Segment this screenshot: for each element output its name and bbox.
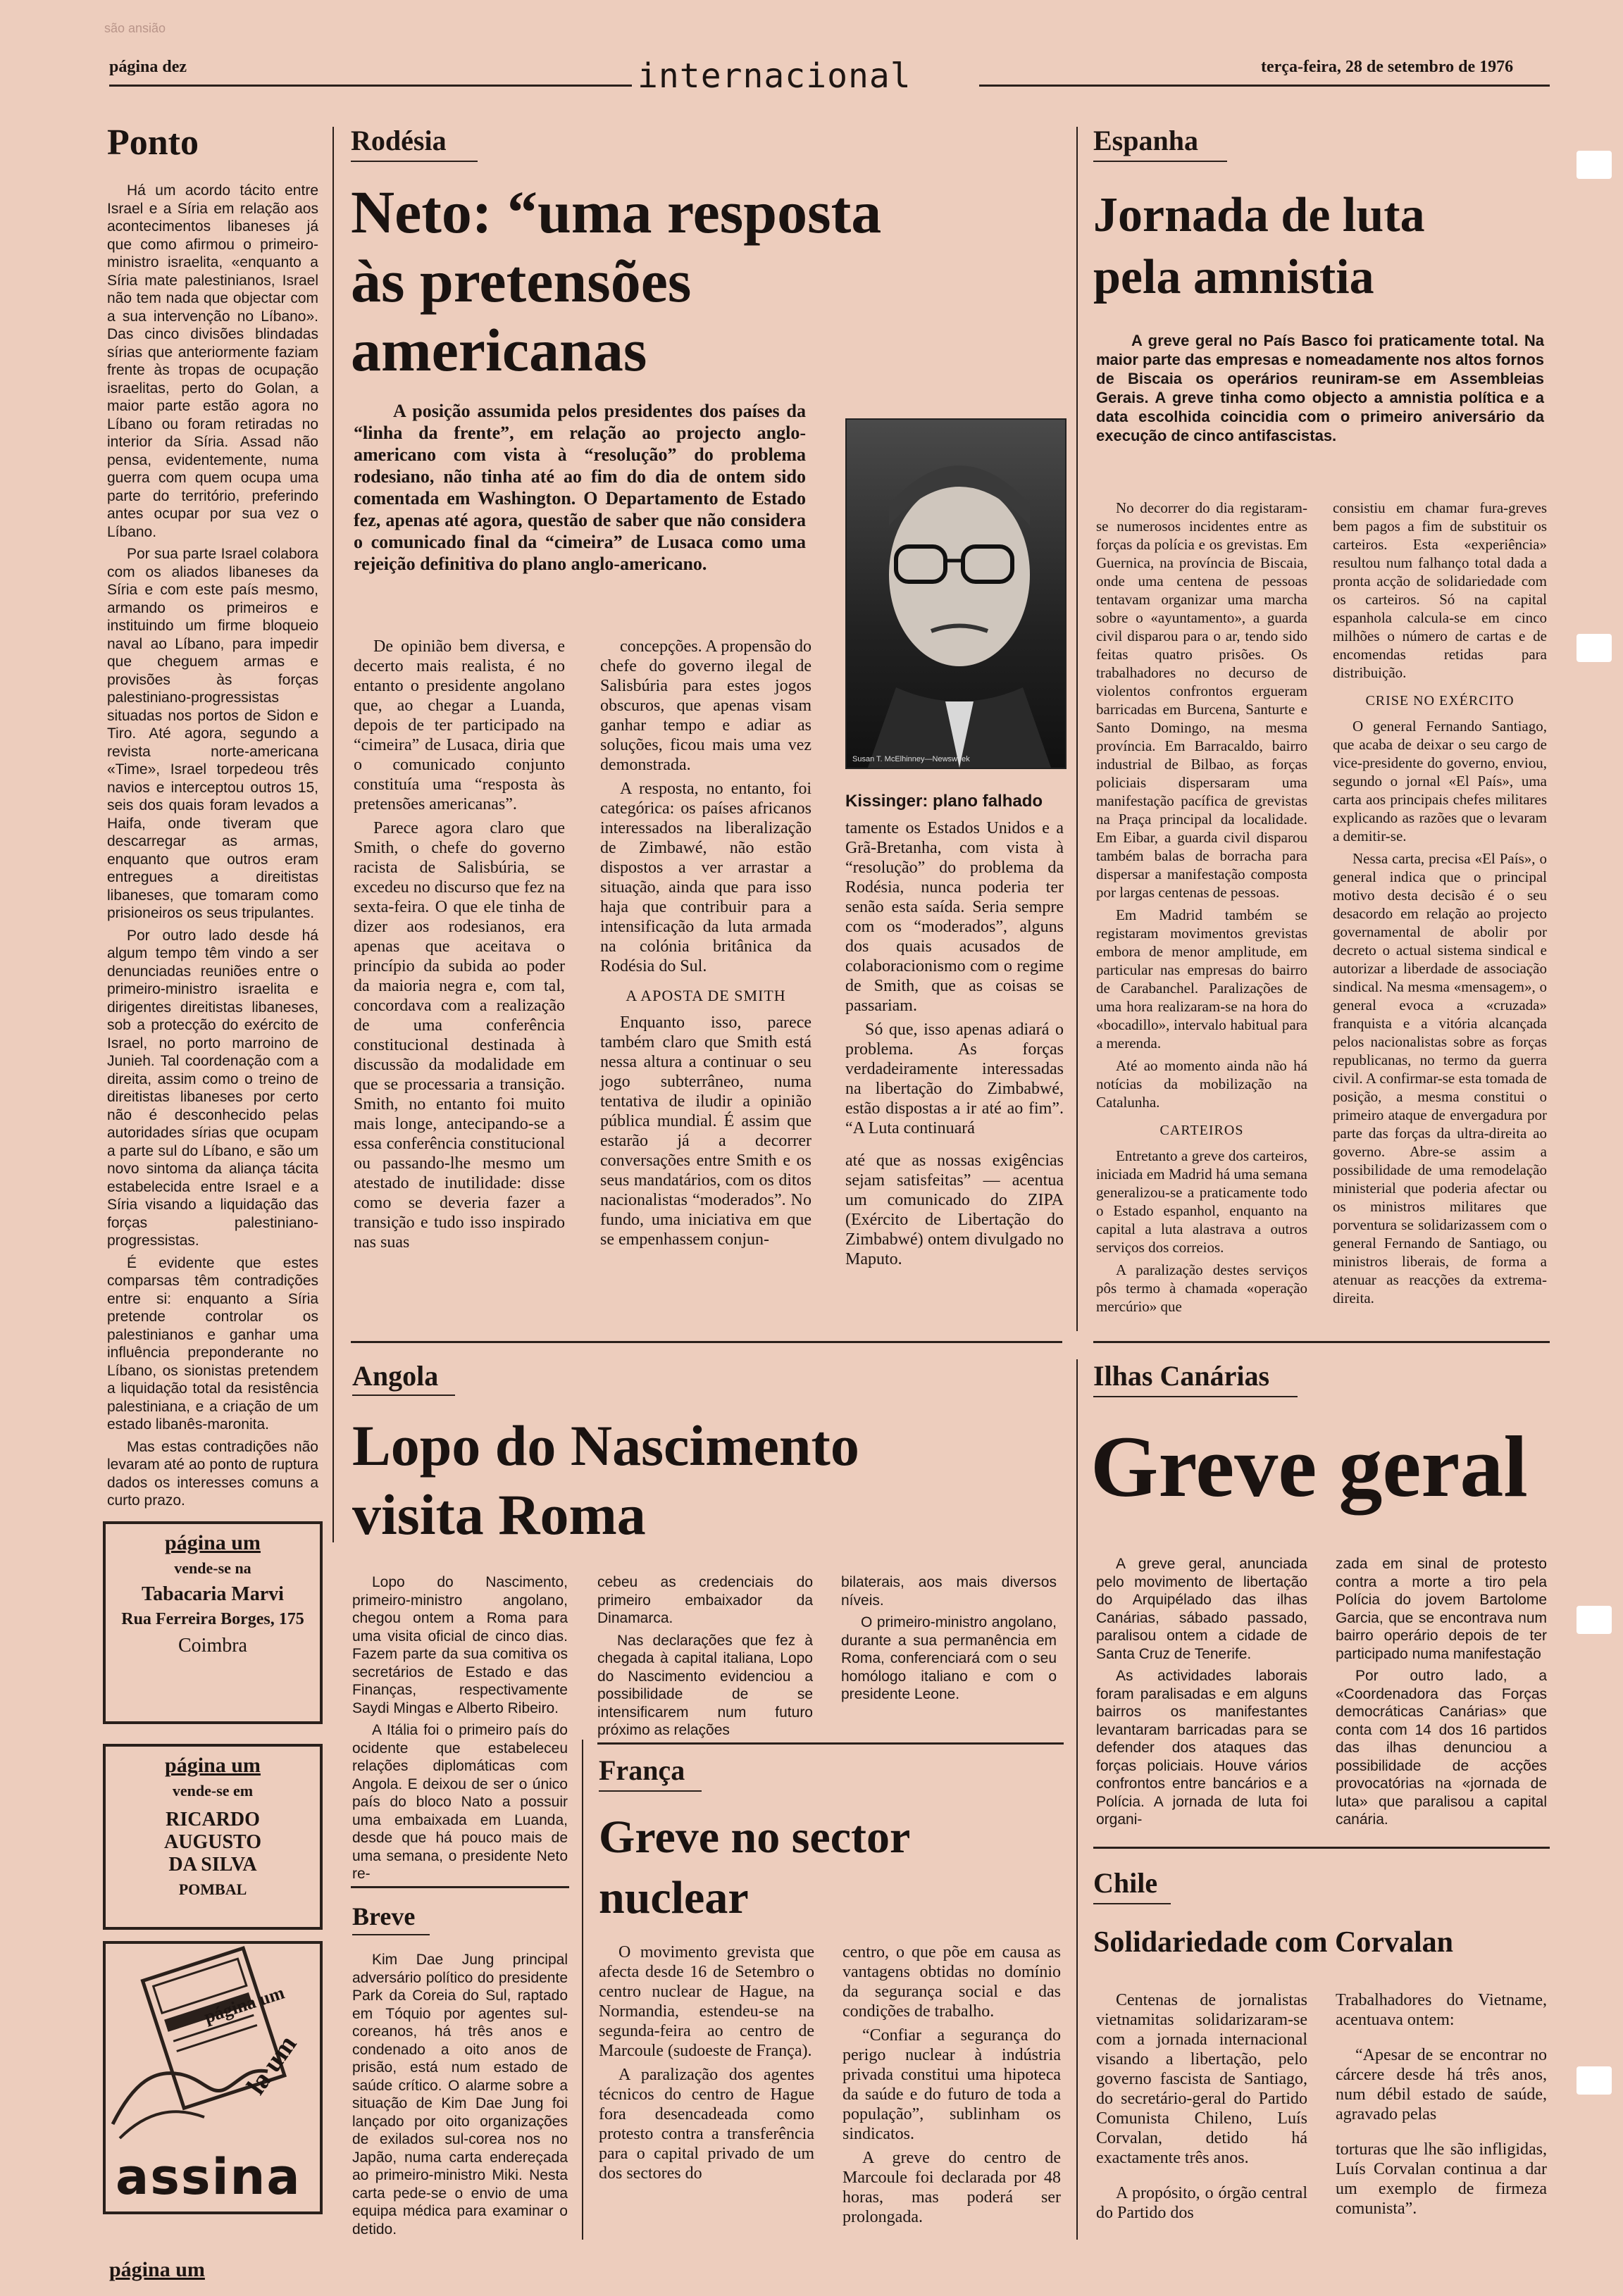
rodesia-headline-line: Neto: “uma resposta	[351, 178, 882, 246]
angola-paragraph: O primeiro-ministro angolano, durante a sua permanência em Roma, conferenciará com o seu homólogo italiano e com o presidente Leone.	[841, 1614, 1057, 1702]
rodesia-section-label: Rodésia	[351, 125, 447, 156]
chile-top-rule	[1093, 1847, 1550, 1849]
chile-paragraph: A propósito, o órgão central do Partido dos	[1096, 2184, 1307, 2222]
espanha-paragraph: A paralização destes serviços pôs termo à chamada «operação mercúrio» que	[1096, 1261, 1307, 1315]
chile-paragraph: “Apesar de se encontrar no cárcere desde há três anos, num débil estado de saúde, agravado pelas	[1336, 2046, 1547, 2123]
rodesia-paragraph: concepções. A propensão do chefe do governo ilegal de Salisbúria para estes jogos obscuros, que apenas visam ganhar tempo e adiar as soluções, ficou mais uma vez demonstrada.	[600, 637, 812, 774]
espanha-headline-line: Jornada de luta	[1093, 188, 1425, 242]
angola-paragraph: bilaterais, aos mais diversos níveis.	[841, 1574, 1057, 1609]
angola-section-label: Angola	[352, 1360, 439, 1392]
ad-line: Rua Ferreira Borges, 175	[121, 1610, 304, 1628]
franca-headline	[599, 1807, 910, 1928]
espanha-headline-line: pela amnistia	[1093, 250, 1374, 304]
rodesia-col-3	[845, 818, 1064, 1324]
canarias-paragraph: Por outro lado, a «Coordenadora das Forças democráticas Canárias» que conta com 14 dos 16 partidos das ilhas denunciou a possibilidade de acções provocatórias na «jornada de luta» que paralisou a capital canária.	[1336, 1668, 1547, 1828]
espanha-col-2	[1333, 499, 1547, 1324]
chile-section-label: Chile	[1093, 1867, 1158, 1899]
espanha-headline	[1093, 185, 1425, 308]
rodesia-headline-line: às pretensões	[351, 247, 692, 315]
angola-col-2	[597, 1573, 813, 1738]
chile-col-2	[1336, 1990, 1547, 2251]
espanha-col-1	[1096, 499, 1307, 1324]
breve-section-label: Breve	[352, 1902, 416, 1930]
angola-headline-line: Lopo do Nascimento	[352, 1414, 859, 1478]
breve-body	[352, 1951, 568, 2247]
angola-paragraph: Nas declarações que fez à chegada à capital italiana, Lopo do Nascimento evidenciou a possibilidade de se intensificarem num futuro próximo as relações	[597, 1632, 813, 1738]
breve-label-underline	[352, 1934, 430, 1935]
ad-line: vende-se em	[172, 1782, 254, 1799]
canarias-col-1	[1096, 1555, 1307, 1851]
canarias-headline: Greve geral	[1090, 1418, 1528, 1515]
chile-label-underline	[1093, 1903, 1171, 1904]
issue-date: terça-feira, 28 de setembro de 1976	[1261, 58, 1514, 76]
binder-hole	[1577, 634, 1612, 662]
ad-line: Coimbra	[178, 1635, 247, 1657]
kissinger-photo	[845, 418, 1067, 769]
ad-line: Tabacaria Marvi	[142, 1583, 284, 1605]
breve-paragraph: Kim Dae Jung principal adversário político do presidente Park da Coreia do Sul, raptado em Tóquio por agentes sul-coreanos, há três anos e condenado a oito anos de prisão, está num estado de saúde crítico. O alarme sobre a situação de Kim Dae Jung foi lançado por oito organizações de exilados sul-corea nos no Japão, numa carta endereçada ao primeiro-ministro Miki. Nesta carta pede-se o envio de uma equipa médica para examinar o detido.	[352, 1952, 568, 2238]
franca-headline-line: Greve no sector	[599, 1811, 911, 1863]
ad-line: AUGUSTO	[164, 1831, 261, 1853]
angola-label-underline	[352, 1395, 455, 1396]
ad-stamp-text: la um	[241, 2030, 303, 2100]
espanha-lead	[1096, 331, 1544, 482]
canarias-col-2	[1336, 1555, 1547, 1851]
franca-top-rule	[597, 1742, 1064, 1745]
espanha-section-label: Espanha	[1093, 125, 1198, 156]
franca-left-divider	[582, 1740, 583, 2240]
ad-line: POMBAL	[178, 1880, 247, 1898]
angola-paragraph: Lopo do Nascimento, primeiro-ministro angolano, chegou ontem a Roma para uma visita oficial de cinco dias. Fazem parte da sua comitiva os secretários de Estado e das Finanças, respectivamente Saydi Mingas e Alberto Ribeiro.	[352, 1574, 568, 1716]
binder-hole	[1577, 1606, 1612, 1634]
ponto-divider	[332, 127, 334, 1542]
angola-col-3	[841, 1573, 1057, 1728]
canarias-paragraph: zada em sinal de protesto contra a morte a tiro pela Polícia do jovem Bartolome Garcia, que se encontrava num bairro operário depois de ter participado numa manifestação	[1336, 1556, 1547, 1662]
franca-headline-line: nuclear	[599, 1872, 749, 1923]
header-rule-right	[979, 85, 1550, 87]
espanha-label-underline	[1093, 161, 1227, 162]
rodesia-paragraph: tamente os Estados Unidos e a Grã-Bretanha, com vista à “resolução” do problema da Rodésia, nunca poderia ter senão esta saída. Seria sempre com os “moderados”, alguns dos quais acusados de colaboracionismo com o regime de Smith, que as coisas se passariam.	[845, 819, 1064, 1015]
footer-brand: página um	[109, 2258, 205, 2281]
chile-paragraph: torturas que lhe são infligidas, Luís Corvalan continua a dar um exemplo de firmeza comunista”.	[1336, 2140, 1547, 2218]
rodesia-headline	[351, 177, 881, 385]
section-title: internacional	[638, 56, 912, 96]
franca-section-label: França	[599, 1754, 685, 1786]
angola-headline	[352, 1411, 859, 1549]
espanha-subhead: CARTEIROS	[1159, 1123, 1244, 1138]
rodesia-lead-text: A posição assumida pelos presidentes dos países da “linha da frente”, em relação ao projecto anglo-americano com vista à “resolução” do problema rodesiano, não tinha até ao fim do dia de ontem sido comentada em Washington. O Departamento de Estado fez, apenas até agora, questão de saber que não considera o comunicado final da “cimeira” de Lusaca como uma rejeição definitiva do plano anglo-americano.	[354, 401, 806, 574]
angola-paragraph: cebeu as credenciais do primeiro embaixador da Dinamarca.	[597, 1574, 813, 1626]
faint-masthead: são ansião	[104, 21, 166, 35]
angola-paragraph: A Itália foi o primeiro país do ocidente que estabeleceu relações diplomáticas com Angola. E deixou de ser o único país do bloco Nato a possuir uma embaixada em Luanda, desde que há pouco mais de uma semana, o presidente Neto re-	[352, 1722, 568, 1882]
ad-tabacaria-marvi	[103, 1521, 323, 1724]
rodesia-paragraph: A resposta, no entanto, foi categórica: os países africanos interessados na liberalização de Zimbawé, não estão dispostos a ver arrastar a situação, ainda que para isso haja que contribuir para a intensificação da luta armada na colónia britânica da Rodésia do Sul.	[600, 780, 812, 975]
chile-paragraph: Trabalhadores do Vietname, acentuava ontem:	[1336, 1991, 1547, 2029]
ad-line: DA SILVA	[168, 1854, 257, 1876]
ponto-title: Ponto	[107, 123, 199, 163]
ad-brand: página um	[165, 1754, 261, 1777]
ponto-paragraph: Por sua parte Israel colabora com os aliados libaneses da Síria e com este país mesmo, armando os primeiros e instituindo um firme bloqueio naval ao Líbano, para impedir que cheguem armas e provisões às forças palestiniano-progressistas situadas nos portos de Sidon e Tiro. Até agora, segundo a revista norte-americana «Time», Israel torpedeou três navios e interceptou outros 15, seis dos quais foram levados a Haifa, onde tiveram que descarregar as armas, enquanto que outros eram entregues a direitistas libaneses, que tomaram como prisioneiros os seus tripulantes.	[107, 546, 318, 921]
espanha-paragraph: O general Fernando Santiago, que acaba de deixar o seu cargo de vice-presidente do governo, enviou, segundo o jornal «El País», uma carta aos principais chefes militares explicando as razões que o levaram a demitir-se.	[1333, 718, 1547, 844]
franca-col-1	[599, 1942, 814, 2245]
ad-assina-word: assina	[116, 2148, 301, 2206]
ad-assina	[103, 1941, 323, 2214]
rodesia-paragraph: Enquanto isso, parece também claro que Smith está nessa altura a continuar o seu jogo subterrâneo, numa tentativa de iludir a opinião pública mundial. É assim que estarão já a decorrer conversações entre Smith e os seus mandatários, com os ditos nacionalistas “moderados”. No fundo, uma iniciativa em que se empenhassem conjun-	[600, 1013, 812, 1249]
rodesia-paragraph: Parece agora claro que Smith, o chefe do governo racista de Salisbúria, se excedeu no discurso que fez na sexta-feira. O que ele tinha de dizer aos rodesianos, era apenas que aceitava o princípio da subida ao poder da maioria negra e, com tal, concordava com a realização de uma conferência constitucional destinada à discussão da modalidade em que se processaria a transição. Smith, no entanto foi muito mais longe, antecipando-se a essa conferência constitucional ou passando-lhe mesmo um atestado de inutilidade: disse como se deveria fazer a transição e tudo isso inspirado nas suas	[354, 819, 565, 1252]
espanha-paragraph: Até ao momento ainda não há notícias da mobilização na Catalunha.	[1096, 1057, 1307, 1111]
canarias-label-underline	[1093, 1396, 1298, 1397]
rodesia-divider	[1076, 127, 1078, 1331]
rodesia-paragraph: até que as nossas exigências sejam satisfeitas” — acentua um comunicado do ZIPA (Exército de Libertação do Zimbabwé) ontem divulgado no Maputo.	[845, 1152, 1064, 1268]
ad-brand: página um	[165, 1531, 261, 1554]
binder-hole	[1577, 2066, 1612, 2095]
chile-headline: Solidariedade com Corvalan	[1093, 1926, 1453, 1959]
canarias-paragraph: A greve geral, anunciada pelo movimento de libertação do Arquipélado das ilhas Canárias, sábado passado, paralisou ontem a cidade de Santa Cruz de Tenerife.	[1096, 1556, 1307, 1662]
franca-paragraph: centro, o que põe em causa as vantagens obtidas no domínio da segurança social e das condições de trabalho.	[842, 1943, 1061, 2021]
franca-label-underline	[599, 1790, 702, 1792]
ponto-paragraph: Há um acordo tácito entre Israel e a Síria em relação aos acontecimentos libaneses já que como afirmou o primeiro-ministro israelita, «enquanto a Síria mate palestinianos, Israel não tem nada que objectar com a sua intervenção no Líbano». Das cinco divisões blindadas sírias que anteriormente faziam frente às tropas de ocupação israelitas, perto do Golan, a maior parte estão agora no Líbano ou foram retiradas no interior da Síria. Assad não pensa, evidentemente, numa guerra com quem ocupa uma parte do território, preferindo antes ocupar por sua vez o Líbano.	[107, 182, 318, 540]
espanha-lead-text: A greve geral no País Basco foi praticamente total. Na maior parte das empresas e nomeadamente nos altos fornos de Biscaia os operários reuniram-se em Assembleias Gerais. A greve tinha como objecto a amnistia política e a data escolhida coincidia com o primeiro aniversário da execução de cinco antifascistas.	[1096, 332, 1544, 444]
espanha-subhead: CRISE NO EXÉRCITO	[1365, 693, 1515, 709]
header-rule-left	[109, 85, 632, 87]
ad-line: vende-se na	[174, 1559, 251, 1577]
espanha-paragraph: Em Madrid também se registaram movimentos grevistas embora de menor amplitude, em particular nas empresas do bairro de Carabanchel. Paralizações de uma hora realizaram-se na hora do «bocadillo», intervalo habitual para a merenda.	[1096, 906, 1307, 1052]
photo-caption: Kissinger: plano falhado	[845, 792, 1043, 811]
chile-paragraph: Centenas de jornalistas vietnamitas solidarizaram-se com a jornada internacional visando a libertação, pelo governo fascista de Santiago, do secretário-geral do Partido Comunista Chileno, Luís Corvalan, detido há exactamente três anos.	[1096, 1991, 1307, 2167]
espanha-paragraph: Entretanto a greve dos carteiros, iniciada em Madrid há uma semana generalizou-se a praticamente todo o Estado espanhol, enquanto na capital a luta alastrava a outros serviços dos correios.	[1096, 1147, 1307, 1256]
angola-headline-line: visita Roma	[352, 1483, 646, 1547]
ponto-paragraph: Mas estas contradições não levaram até ao ponto de ruptura dados os interesses comuns a curto prazo.	[107, 1438, 318, 1509]
espanha-paragraph: Nessa carta, precisa «El País», o general indica que o principal motivo desta decisão é o seu desacordo em relação ao projecto governamental de abolir por decreto o actual sistema sindical e autorizar a liberdade de associação sindical. Na mesma «mensagem», o general evoca a «cruzada» franquista e a vitória alcançada pelos nacionalistas sobre as forças republicanas, no termo da guerra civil. A confirmar-se esta tomada de posição, a mesma constitui o primeiro ataque de envergadura por parte das forças da ultra-direita ao governo. Abre-se assim a possibilidade de uma remodelação ministerial que poderia afectar ou os ministros militares que porventura se solidarizassem com o general Fernando de Santiago, ou ministros liberais, de forma a atenuar as reacções da extrema-direita.	[1333, 850, 1547, 1306]
chile-col-1	[1096, 1990, 1307, 2251]
franca-paragraph: A paralização dos agentes técnicos do centro de Hague fora desencadeada como protesto contra a transferência para o capital privado de um dos sectores do	[599, 2066, 814, 2183]
middle-rule-left	[351, 1341, 1062, 1343]
canarias-section-label: Ilhas Canárias	[1093, 1360, 1270, 1392]
rodesia-paragraph: Só que, isso apenas adiará o problema. As forças verdadeiramente interessadas na libertação do Zimbabwé, estão dispostas a ir até ao fim”. “A Luta continuará	[845, 1021, 1064, 1137]
portrait-icon	[847, 420, 1065, 768]
rodesia-label-underline	[351, 161, 478, 162]
rodesia-subhead: A APOSTA DE SMITH	[626, 987, 786, 1004]
page-number: página dez	[109, 58, 187, 76]
ad-line: RICARDO	[166, 1809, 260, 1830]
rodesia-col-1	[354, 637, 565, 1324]
ad-brand: página um	[201, 1982, 287, 2028]
breve-top-rule	[351, 1886, 569, 1888]
ponto-body	[107, 182, 318, 1509]
ponto-paragraph: Por outro lado desde há algum tempo têm vindo a ser denunciadas reuniões entre o primeiro-ministro israelita e dirigentes direitistas libaneses, sob a protecção do exército de Israel, no porto marroino de Junieh. Tal coordenação com a direita, assim como o treino de direitistas libaneses por certo não é desconhecido pelas autoridades sírias que ocupam a parte sul do Líbano, e são um novo sintoma da aliança tácita estabelecida entre Israel e a Síria visando a liquidação das forças palestiniano-progressistas.	[107, 927, 318, 1249]
espanha-paragraph: consistiu em chamar fura-greves bem pagos a fim de substituir os carteiros. Esta «experiência» resultou num falhanço total dada a pronta acção de solidariedade com os carteiros. Só na capital espanhola calcula-se em cinco milhões o número de cartas e de encomendas retidas para distribuição.	[1333, 499, 1547, 681]
rodesia-lead	[354, 400, 806, 625]
canarias-paragraph: As actividades laborais foram paralisadas e em alguns bairros os manifestantes levantaram barricadas para se defender dos ataques das forças policiais. Houve vários confrontos entre bancários e a Polícia. A jornada de luta foi organi-	[1096, 1668, 1307, 1828]
espanha-paragraph: No decorrer do dia registaram-se numerosos incidentes entre as forças da polícia e os grevistas. Em Guernica, na província de Biscaia, onde uma centena de pessoas tentavam organizar uma marcha sobre o «ayuntamento», a guarda civil disparou para o ar, tendo sido feitas quatro prisões. Os trabalhadores no decurso de violentos confrontos ergueram barricadas em Burcena, Santurte e Santo Domingo, na mesma província. Em Barracaldo, bairro industrial de Bilbao, as forças policiais dispersaram uma manifestação pacífica de grevistas na Praça principal da localidade. Em Eibar, a guarda civil disparou também balas de borracha para dispersar a manifestação composta por largas centenas de pessoas.	[1096, 499, 1307, 901]
angola-divider	[1076, 1359, 1078, 2240]
photo-credit: Susan T. McElhinney—Newsweek	[852, 755, 970, 763]
franca-paragraph: “Confiar a segurança do perigo nuclear à indústria privada constitui uma hipoteca da saúde e do futuro de toda a população”, sublinham os sindicatos.	[842, 2026, 1061, 2143]
binder-hole	[1577, 151, 1612, 179]
rodesia-headline-line: americanas	[351, 316, 647, 384]
rodesia-col-2	[600, 637, 812, 1324]
ad-ricardo-augusto	[103, 1744, 323, 1930]
franca-col-2	[842, 1942, 1061, 2245]
rodesia-paragraph: De opinião bem diversa, e decerto mais realista, é no entanto o presidente angolano que, ao chegar a Luanda, depois de ter participado na “cimeira” de Lusaca, diria que o comunicado conjunto constituía uma “resposta às pretensões americanas”.	[354, 637, 565, 813]
franca-paragraph: A greve do centro de Marcoule foi declarada por 48 horas, mas poderá ser prolongada.	[842, 2149, 1061, 2226]
franca-paragraph: O movimento grevista que afecta desde 16 de Setembro o centro nuclear de Hague, na Normandia, estendeu-se na segunda-feira ao centro de Marcoule (sudoeste de França).	[599, 1943, 814, 2060]
middle-rule-right	[1093, 1341, 1550, 1343]
ponto-paragraph: É evidente que estes comparsas têm contradições entre si: enquanto a Síria pretende controlar os palestinianos e ganhar uma influência preponderante no Líbano, os sionistas pretendem a liquidação total da resistência palestiniana, e a criação de um estado libanês-maronita.	[107, 1254, 318, 1433]
